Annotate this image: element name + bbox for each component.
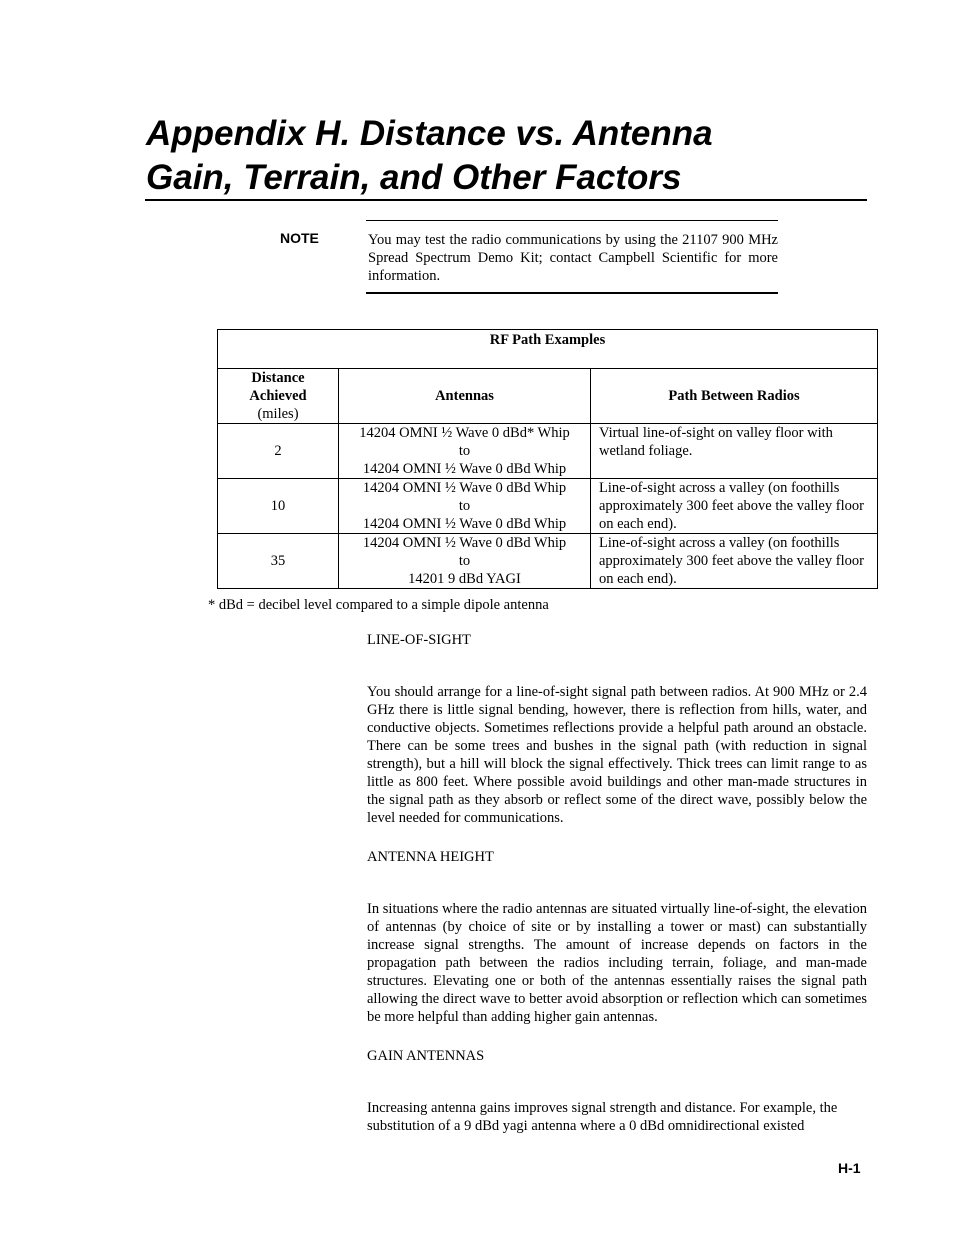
antenna-a: 14204 OMNI ½ Wave 0 dBd* Whip	[359, 425, 570, 441]
antenna-b: 14204 OMNI ½ Wave 0 dBd Whip	[362, 516, 567, 532]
rf-path-table	[217, 329, 878, 589]
antenna-a: 14204 OMNI ½ Wave 0 dBd Whip	[362, 535, 567, 551]
table-caption: RF Path Examples	[218, 330, 878, 369]
section-heading-antenna-height: ANTENNA HEIGHT	[367, 849, 494, 865]
antenna-b: 14204 OMNI ½ Wave 0 dBd Whip	[362, 461, 567, 477]
cell-path: Line-of-sight across a valley (on foothills approximately 300 feet above the valley floor on each end).	[591, 534, 878, 589]
table-row	[218, 479, 878, 534]
section-text-gain-antennas: Increasing antenna gains improves signal strength and distance. For example, the substitution of a 9 dBd yagi antenna where a 0 dBd omnidirectional existed	[367, 1099, 838, 1134]
cell-path: Line-of-sight across a valley (on foothills approximately 300 feet above the valley floor on each end).	[591, 479, 878, 534]
header-antennas: Antennas	[339, 369, 591, 424]
cell-antennas	[339, 534, 591, 589]
table-row	[218, 534, 878, 589]
table-header-row	[218, 369, 878, 424]
note-label: NOTE	[280, 230, 319, 246]
title-line-1: Appendix H. Distance vs. Antenna	[146, 114, 713, 153]
table-footnote: * dBd = decibel level compared to a simple dipole antenna	[208, 597, 549, 613]
header-distance-unit: (miles)	[257, 406, 299, 422]
header-distance-line1: Distance	[251, 370, 305, 386]
antenna-to: to	[458, 443, 471, 459]
section-heading-line-of-sight: LINE-OF-SIGHT	[367, 632, 471, 648]
note-box	[366, 220, 778, 294]
cell-distance: 2	[218, 424, 339, 479]
section-heading-gain-antennas: GAIN ANTENNAS	[367, 1048, 485, 1064]
cell-distance: 35	[218, 534, 339, 589]
section-text-line-of-sight: You should arrange for a line-of-sight signal path between radios. At 900 MHz or 2.4 GHz there is little signal bending, however, there is reflection from hills, water, and conductive objects. Sometimes reflections provide a helpful path around an obstacle. There can be some trees and bushes in the signal path (with reduction in signal strength), but a hill will block the signal effectively. Thick trees can limit range to as little as 800 feet. Where possible avoid buildings and other man-made structures in the signal path as they absorb or reflect some of the direct wave, possibly below the level needed for communications.	[367, 683, 867, 826]
antenna-to: to	[458, 498, 471, 514]
cell-path: Virtual line-of-sight on valley floor with wetland foliage.	[591, 424, 878, 479]
page-number: H-1	[838, 1160, 861, 1176]
title-divider	[145, 199, 867, 201]
cell-antennas	[339, 479, 591, 534]
section-text-antenna-height: In situations where the radio antennas are situated virtually line-of-sight, the elevation of antennas (by choice of site or by installing a tower or mast) can substantially increase signal strengths. The amount of increase depends on factors in the propagation path between the radios including terrain, foliage, and man-made structures. Elevating one or both of the antennas essentially raises the signal path allowing the direct wave to better avoid absorption or reflection which can sometimes be more helpful than adding higher gain antennas.	[367, 900, 867, 1025]
cell-antennas	[339, 424, 591, 479]
page-title	[146, 112, 866, 200]
header-distance	[218, 369, 339, 424]
cell-distance: 10	[218, 479, 339, 534]
antenna-to: to	[458, 553, 471, 569]
note-text: You may test the radio communications by using the 21107 900 MHz Spread Spectrum Demo Kit; contact Campbell Scientific for more information.	[368, 232, 778, 284]
title-line-2: Gain, Terrain, and Other Factors	[146, 158, 682, 197]
table-row	[218, 424, 878, 479]
antenna-a: 14204 OMNI ½ Wave 0 dBd Whip	[362, 480, 567, 496]
antenna-b: 14201 9 dBd YAGI	[408, 571, 521, 587]
header-path: Path Between Radios	[591, 369, 878, 424]
header-distance-line2: Achieved	[249, 388, 307, 404]
